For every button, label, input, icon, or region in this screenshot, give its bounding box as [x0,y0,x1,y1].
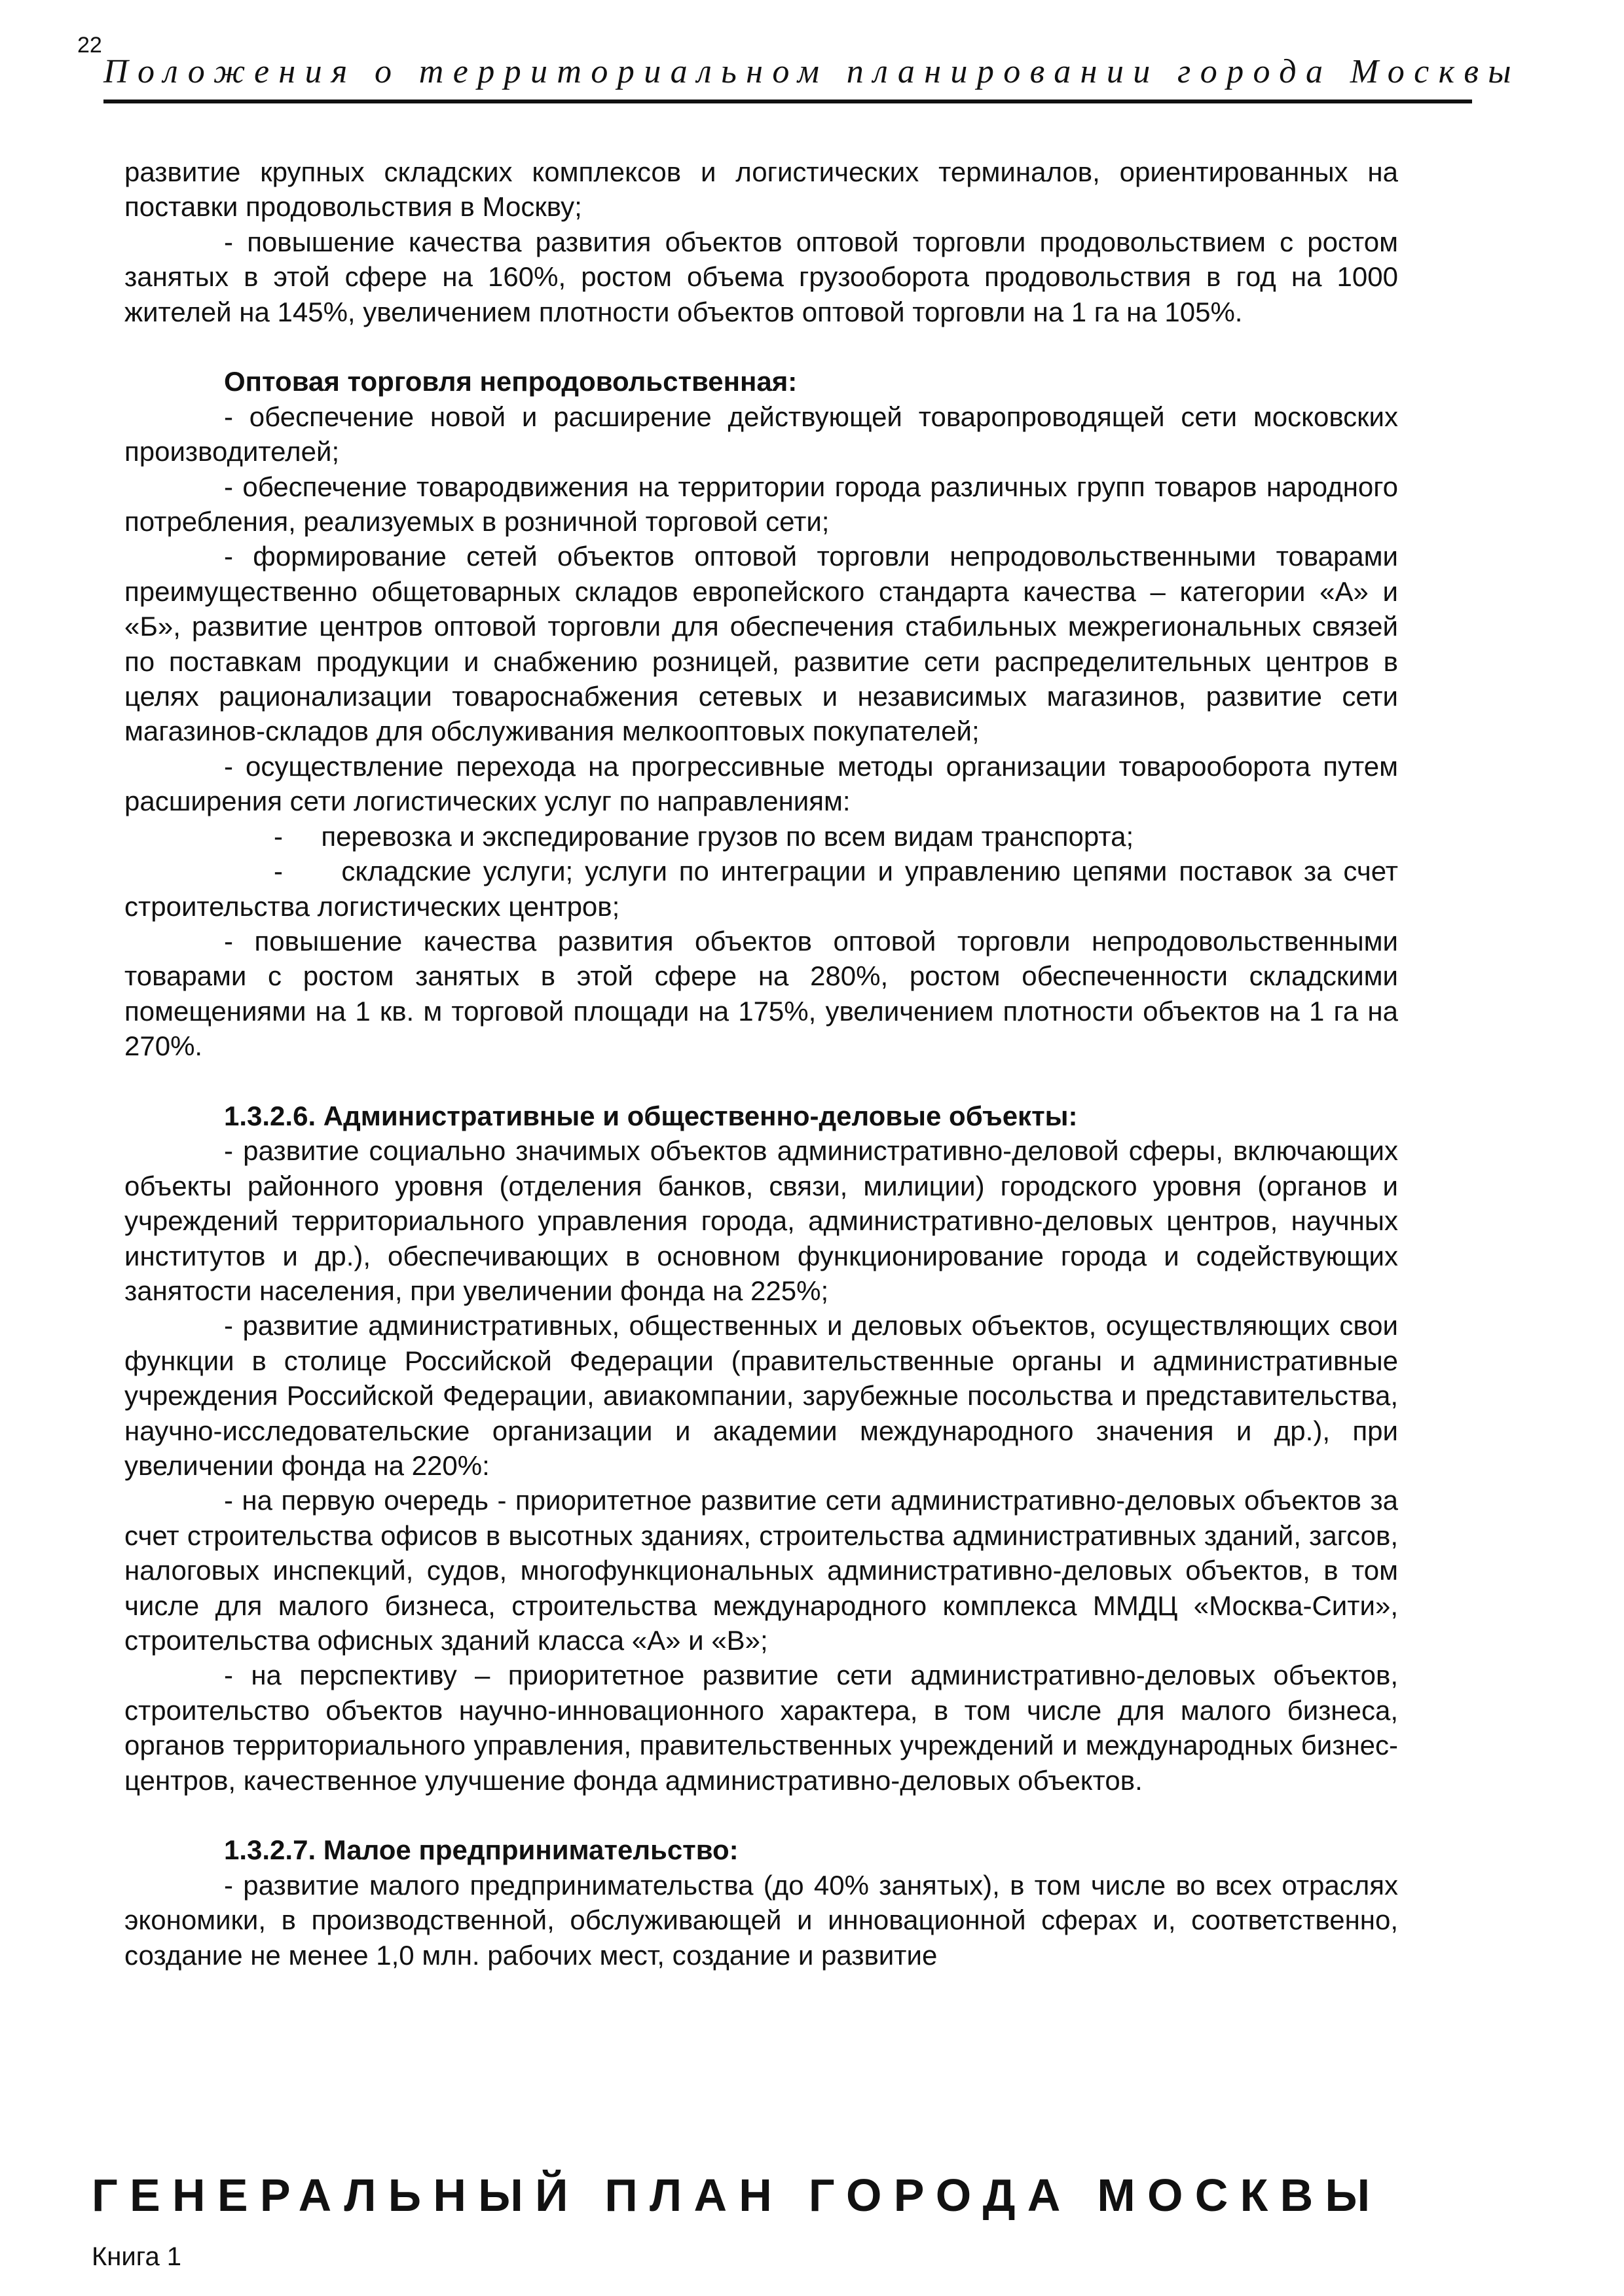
running-header-title: Положения о территориальном планировании города Москвы [103,53,1521,90]
list-item: - повышение качества развития объектов оптовой торговли непродовольственными товарами с ростом занятых в этой сфере на 280%, ростом обеспеченности складскими помещениями на 1 кв. м торговой площади на 175%, увеличением плотности объектов на 1 га на 270%. [124,925,1398,1062]
list-item: - формирование сетей объектов оптовой торговли непродовольственными товарами преимущественно общетоварных складов европейского стандарта качества – категории «А» и «Б», развитие центров оптовой торговли для обеспечения стабильных межрегиональных связей по поставкам продукции и снабжению розницей, развитие сети распределительных центров в целях рационализации товароснабжения сетевых и независимых магазинов, развитие сети магазинов-складов для обслуживания мелкооптовых покупателей; [124,541,1398,747]
section-heading: 1.3.2.6. Административные и общественно-деловые объекты: [224,1100,1078,1131]
spacer [124,1064,1398,1099]
footer-title: ГЕНЕРАЛЬНЫЙ ПЛАН ГОРОДА МОСКВЫ [92,2170,1382,2221]
sub-list-item: - перевозка и экспедирование грузов по всем видам транспорта; [274,820,1134,852]
list-item: - повышение качества развития объектов оптовой торговли продовольствием с ростом занятых в этой сфере на 160%, ростом объема грузооборота продовольствия в год на 1000 жителей на 145%, увеличением плотности объектов оптовой торговли на 1 га на 105%. [124,226,1398,327]
list-item: - на перспективу – приоритетное развитие сети административно-деловых объектов, строительство объектов научно-инновационного характера, в том числе для малого бизнеса, органов территориального управления, правительственных учреждений и международных бизнес-центров, качественное улучшение фонда административно-деловых объектов. [124,1660,1398,1796]
list-item: - обеспечение товародвижения на территории города различных групп товаров народного потребления, реализуемых в розничной торговой сети; [124,471,1398,538]
section-heading: 1.3.2.7. Малое предпринимательство: [224,1834,739,1866]
list-item: - развитие социально значимых объектов административно-деловой сферы, включающих объекты районного уровня (отделения банков, связи, милиции) городского уровня (органов и учреждений территориального управления города, административно-деловых центров, научных институтов и др.), обеспечивающих в основном функционирование города и содействующих занятости населения, при увеличении фонда на 225%; [124,1135,1398,1306]
header-rule [103,100,1472,103]
spacer [124,1798,1398,1832]
document-body [124,155,1406,1973]
list-item: - осуществление перехода на прогрессивные методы организации товарооборота путем расширения сети логистических услуг по направлениям: [124,750,1398,817]
spacer [124,329,1398,364]
list-item: - обеспечение новой и расширение действующей товаропроводящей сети московских производителей; [124,401,1398,467]
section-heading: Оптовая торговля непродовольственная: [224,366,798,397]
list-item: - развитие малого предпринимательства (до 40% занятых), в том числе во всех отраслях экономики, в производственной, обслуживающей и инновационной сферах и, соответственно, создание не менее 1,0 млн. рабочих мест, создание и развитие [124,1869,1398,1971]
sub-list-item: - складские услуги; услуги по интеграции и управлению цепями поставок за счет строительства логистических центров; [124,856,1406,922]
footer-book-label: Книга 1 [92,2242,182,2271]
page-number: 22 [77,33,102,58]
list-item: - на первую очередь - приоритетное развитие сети административно-деловых объектов за счет строительства офисов в высотных зданиях, строительства административных зданий, загсов, налоговых инспекций, судов, многофункциональных административно-деловых объектов, в том числе для малого бизнеса, строительства международного комплекса ММДЦ «Москва-Сити», строительства офисных зданий класса «А» и «В»; [124,1485,1398,1656]
list-item: - развитие административных, общественных и деловых объектов, осуществляющих свои функции в столице Российской Федерации (правительственные органы и административные учреждения Российской Федерации, авиакомпании, зарубежные посольства и представительства, научно-исследовательские организации и академии международного значения и др.), при увеличении фонда на 220%: [124,1310,1398,1481]
paragraph: развитие крупных складских комплексов и логистических терминалов, ориентированных на поставки продовольствия в Москву; [124,156,1398,223]
